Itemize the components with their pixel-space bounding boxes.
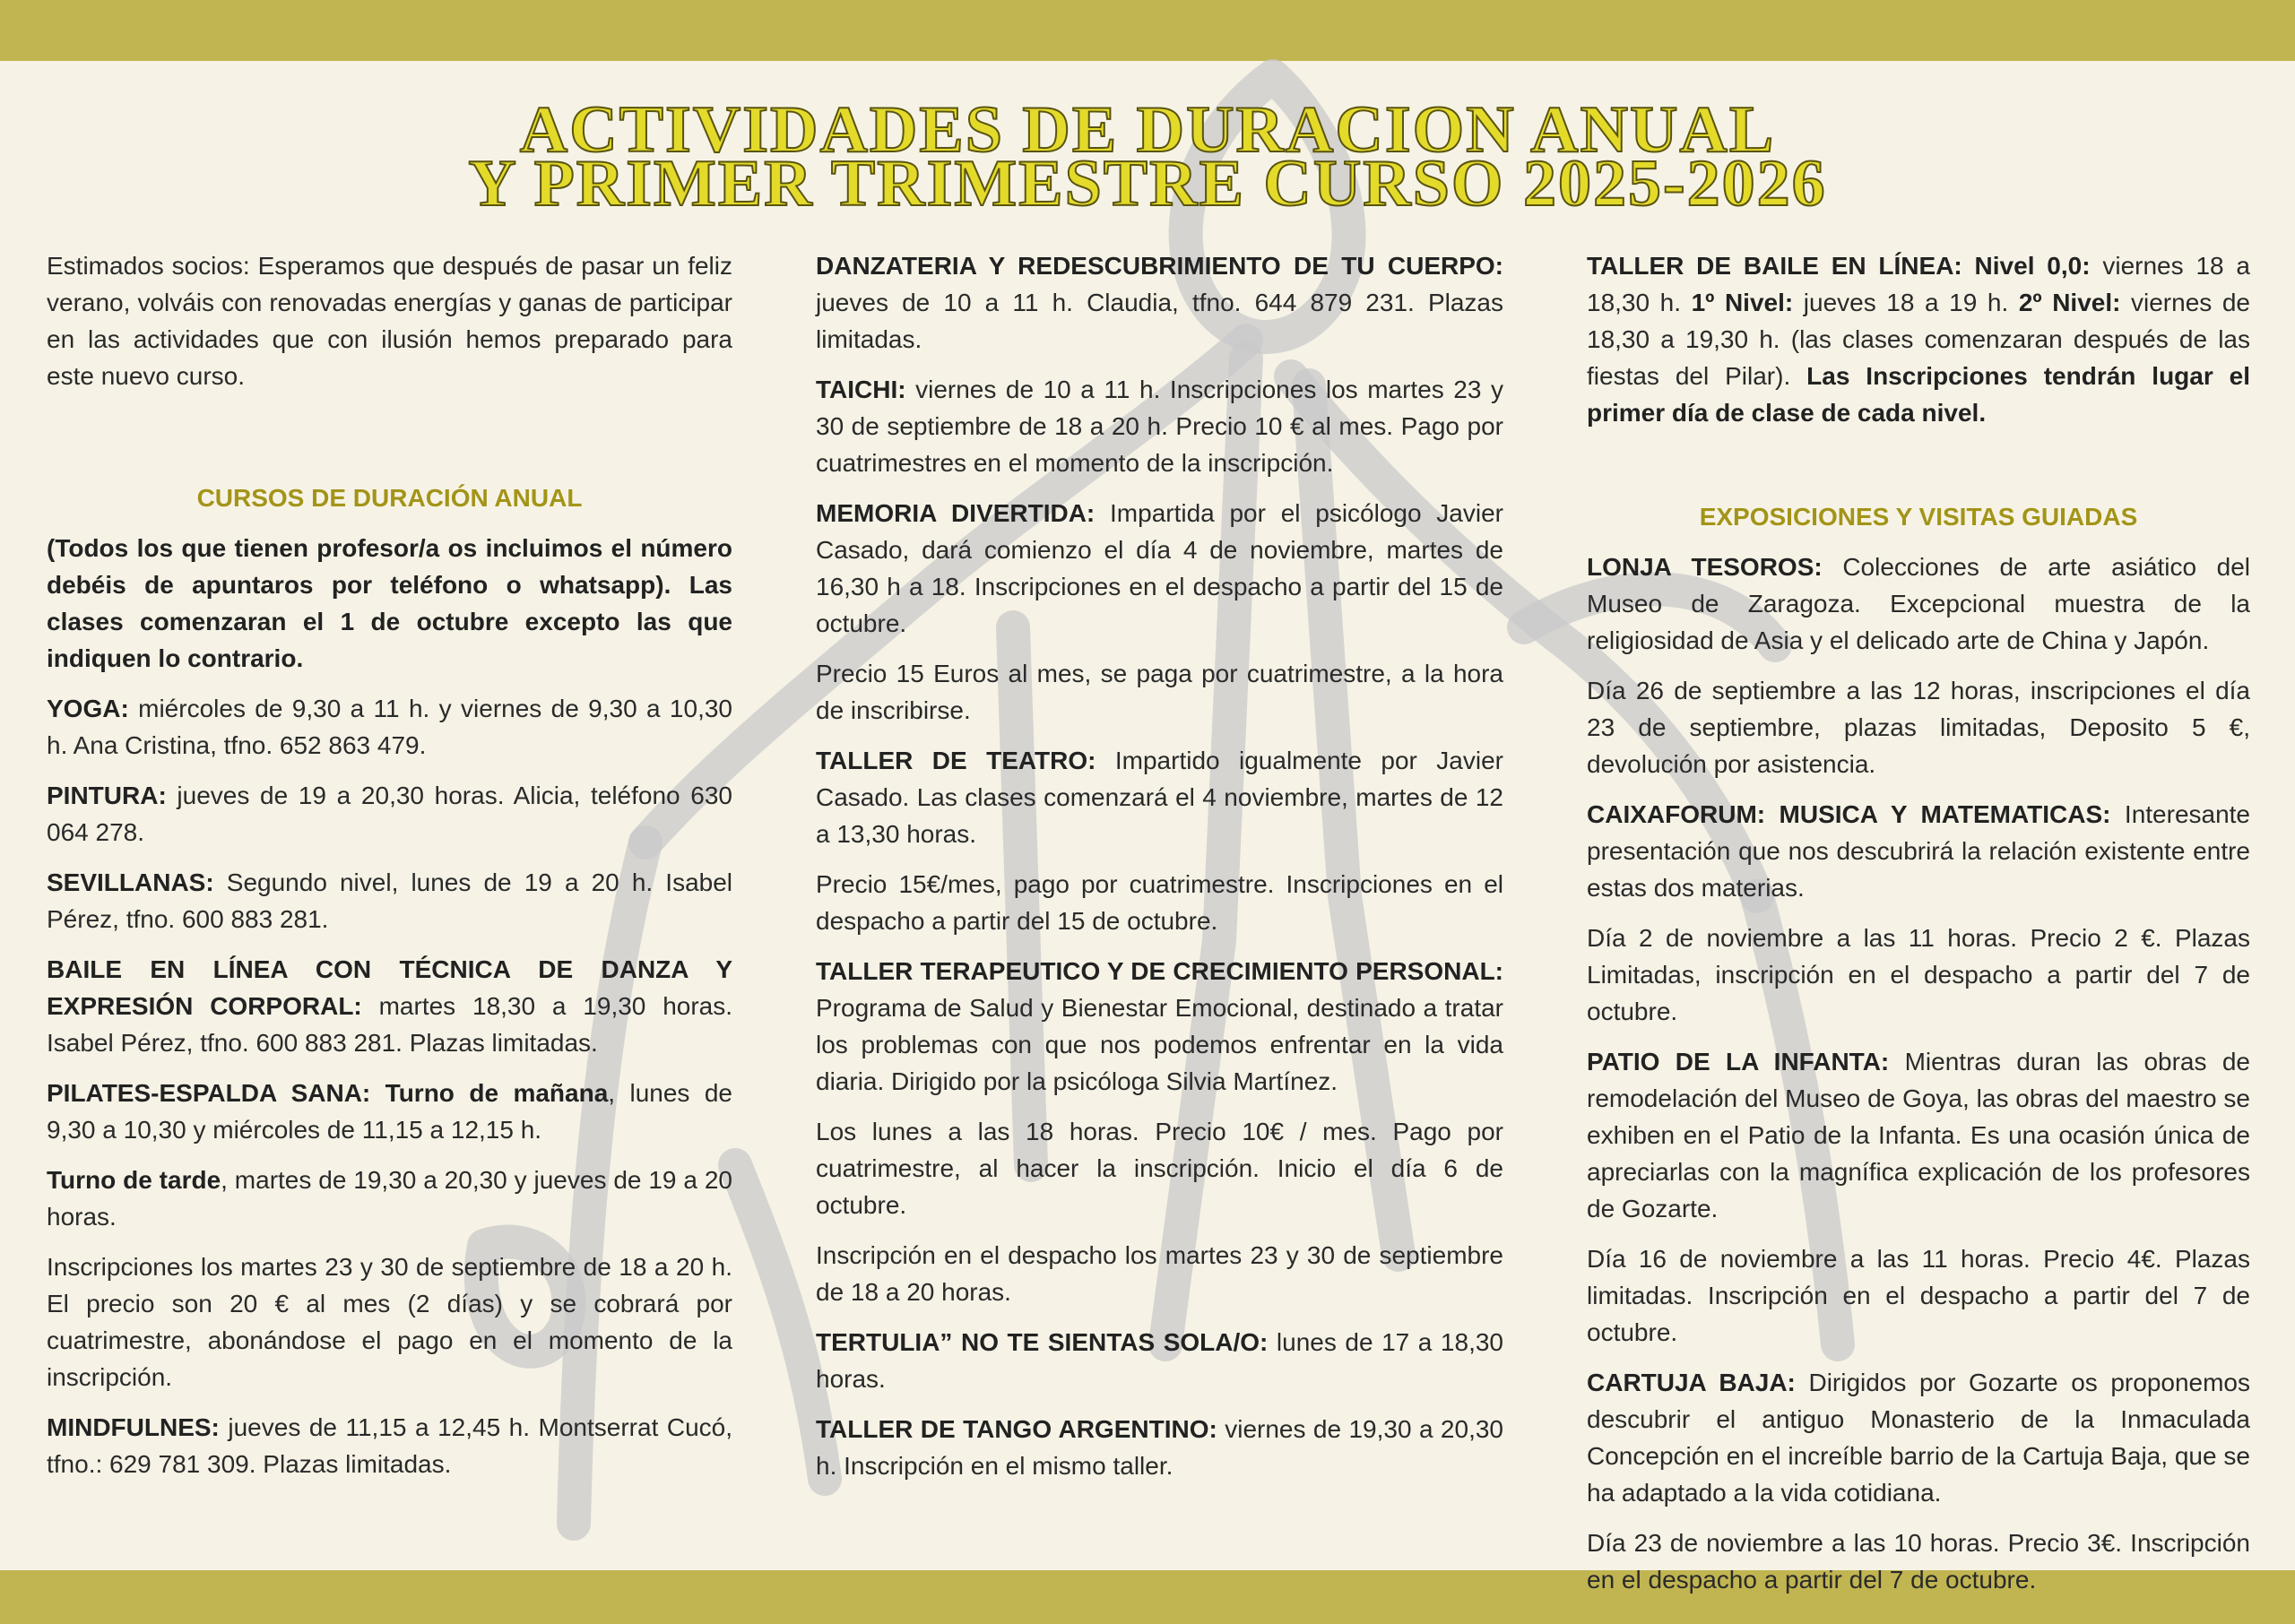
- body-text: Interesante presentación que nos descubrirá la relación existente entre estas dos materias.: [1587, 800, 2251, 902]
- paragraph: [1587, 549, 2250, 659]
- title-line-1: ACTIVIDADES DE DURACION ANUAL: [519, 93, 1776, 167]
- bold-text: TERTULIA” NO TE SIENTAS SOLA/O:: [816, 1328, 1269, 1356]
- spacer: [1587, 445, 2250, 498]
- bold-text: PILATES-ESPALDA SANA: Turno de mañana: [47, 1079, 609, 1107]
- body-text: martes 18,30 a 19,30 horas. Isabel Pérez, tfno. 600 883 281. Plazas limitadas.: [47, 992, 733, 1057]
- spacer: [47, 408, 732, 479]
- bold-text: DANZATERIA Y REDESCUBRIMIENTO DE TU CUERPO:: [816, 252, 1503, 280]
- paragraph: [47, 690, 732, 764]
- column-1: [47, 247, 732, 1496]
- body-text: Día 23 de noviembre a las 10 horas. Precio 3€. Inscripción en el despacho a partir del 7 de octubre.: [1587, 1529, 2250, 1594]
- body-text: Estimados socios: Esperamos que después de pasar un feliz verano, volváis con renovadas energías y ganas de participar en las actividades que con ilusión hemos preparado para este nuevo curso.: [47, 252, 732, 390]
- bold-text: YOGA:: [47, 695, 129, 722]
- bold-text: TALLER DE TANGO ARGENTINO:: [816, 1415, 1217, 1443]
- body-text: Impartido igualmente por Javier Casado. Las clases comenzará el 4 noviembre, martes de 12 a 13,30 horas.: [816, 747, 1503, 848]
- bold-text: TALLER DE BAILE EN LÍNEA: Nivel 0,0:: [1587, 252, 2091, 280]
- body-text: jueves de 10 a 11 h. Claudia, tfno. 644 879 231. Plazas limitadas.: [816, 289, 1503, 353]
- body-text: Los lunes a las 18 horas. Precio 10€ / mes. Pago por cuatrimestre, al hacer la inscripción. Inicio el día 6 de octubre.: [816, 1118, 1503, 1219]
- title-line-2: Y PRIMER TRIMESTRE CURSO 2025-2026: [468, 147, 1827, 220]
- paragraph: [816, 655, 1503, 729]
- bold-text: Las Inscripciones tendrán lugar el primer día de clase de cada nivel.: [1587, 362, 2251, 427]
- body-text: lunes de 17 a 18,30 horas.: [816, 1328, 1503, 1393]
- body-text: Segundo nivel, lunes de 19 a 20 h. Isabel Pérez, tfno. 600 883 281.: [47, 868, 732, 933]
- body-text: Colecciones de arte asiático del Museo de Zaragoza. Excepcional muestra de la religiosidad de Asia y el delicado arte de China y Japón.: [1587, 553, 2251, 654]
- paragraph: [816, 247, 1503, 358]
- paragraph: [47, 1409, 732, 1482]
- bold-text: TAICHI:: [816, 376, 906, 403]
- bold-text: (Todos los que tienen profesor/a os incluimos el número debéis de apuntaros por teléfono o whatsapp). Las clases comenzaran el 1 de octubre excepto las que indiquen lo contrario.: [47, 534, 732, 672]
- bold-text: MEMORIA DIVERTIDA:: [816, 499, 1096, 527]
- body-text: jueves de 19 a 20,30 horas. Alicia, teléfono 630 064 278.: [47, 782, 732, 846]
- paragraph: [816, 495, 1503, 642]
- body-text: Día 16 de noviembre a las 11 horas. Precio 4€. Plazas limitadas. Inscripción en el despacho a partir del 7 de octubre.: [1587, 1245, 2250, 1346]
- body-text: Día 26 de septiembre a las 12 horas, inscripciones el día 23 de septiembre, plazas limitadas, Deposito 5 €, devolución por asistencia.: [1587, 677, 2250, 778]
- section-heading: EXPOSICIONES Y VISITAS GUIADAS: [1699, 503, 2138, 531]
- bold-text: MINDFULNES:: [47, 1413, 220, 1441]
- bold-text: SEVILLANAS:: [47, 868, 214, 896]
- body-text: viernes de 19,30 a 20,30 h. Inscripción en el mismo taller.: [816, 1415, 1503, 1480]
- paragraph: [47, 951, 732, 1061]
- bold-text: LONJA TESOROS:: [1587, 553, 1823, 581]
- bold-text: TALLER TERAPEUTICO Y DE CRECIMIENTO PERSONAL:: [816, 957, 1503, 985]
- paragraph: [816, 1237, 1503, 1310]
- paragraph: [816, 1113, 1503, 1223]
- paragraph: [1587, 672, 2250, 782]
- bold-text: PINTURA:: [47, 782, 167, 809]
- paragraph: [47, 864, 732, 937]
- paragraph: [1587, 247, 2250, 431]
- paragraph: [816, 371, 1503, 481]
- body-text: , lunes de 9,30 a 10,30 y miércoles de 11,15 a 12,15 h.: [47, 1079, 733, 1144]
- column-3: [1587, 247, 2250, 1611]
- body-text: Mientras duran las obras de remodelación del Museo de Goya, las obras del maestro se exhiben en el Patio de la Infanta. Es una ocasión única de apreciarlas con la magnífica explicación de los profesores de Gozarte.: [1587, 1048, 2250, 1222]
- body-text: Inscripción en el despacho los martes 23 y 30 de septiembre de 18 a 20 horas.: [816, 1241, 1503, 1306]
- bold-text: BAILE EN LÍNEA CON TÉCNICA DE DANZA Y EXPRESIÓN CORPORAL:: [47, 955, 732, 1020]
- bold-text: 1º Nivel:: [1691, 289, 1794, 316]
- paragraph: [1587, 1525, 2250, 1598]
- bold-text: CARTUJA BAJA:: [1587, 1369, 1796, 1396]
- body-text: Inscripciones los martes 23 y 30 de septiembre de 18 a 20 h. El precio son 20 € al mes (2 días) y se cobrará por cuatrimestre, abonándose el pago en el momento de la inscripción.: [47, 1253, 732, 1391]
- paragraph: [1587, 1240, 2250, 1351]
- body-text: Dirigidos por Gozarte os proponemos descubrir el antiguo Monasterio de la Inmaculada Concepción en el increíble barrio de la Cartuja Baja, que se ha adaptado a la vida cotidiana.: [1587, 1369, 2251, 1507]
- paragraph: [47, 530, 732, 677]
- paragraph: [816, 953, 1503, 1100]
- bold-text: TALLER DE TEATRO:: [816, 747, 1096, 774]
- body-text: Precio 15€/mes, pago por cuatrimestre. Inscripciones en el despacho a partir del 15 de octubre.: [816, 870, 1503, 935]
- body-text: viernes de 10 a 11 h. Inscripciones los martes 23 y 30 de septiembre de 18 a 20 h. Precio 10 € al mes. Pago por cuatrimestres en el momento de la inscripción.: [816, 376, 1503, 477]
- bold-text: Turno de tarde: [47, 1166, 221, 1194]
- paragraph: [1587, 1043, 2250, 1227]
- body-text: Precio 15 Euros al mes, se paga por cuatrimestre, a la hora de inscribirse.: [816, 660, 1503, 724]
- body-text: , martes de 19,30 a 20,30 y jueves de 19 a 20 horas.: [47, 1166, 732, 1231]
- paragraph: [47, 1075, 732, 1148]
- body-text: Programa de Salud y Bienestar Emocional, destinado a tratar los problemas con que nos podemos enfrentar en la vida diaria. Dirigido por la psicóloga Silvia Martínez.: [816, 994, 1503, 1095]
- paragraph: [1587, 796, 2250, 906]
- body-text: miércoles de 9,30 a 11 h. y viernes de 9,30 a 10,30 h. Ana Cristina, tfno. 652 863 479.: [47, 695, 732, 759]
- paragraph: [816, 742, 1503, 852]
- section-heading: CURSOS DE DURACIÓN ANUAL: [196, 484, 583, 512]
- body-text: jueves 18 a 19 h.: [1793, 289, 2019, 316]
- paragraph: [47, 777, 732, 851]
- paragraph: [1587, 1364, 2250, 1511]
- paragraph: [1587, 920, 2250, 1030]
- paragraph: [816, 866, 1503, 939]
- bold-text: CAIXAFORUM: MUSICA Y MATEMATICAS:: [1587, 800, 2111, 828]
- paragraph: [47, 1162, 732, 1235]
- bold-text: PATIO DE LA INFANTA:: [1587, 1048, 1890, 1075]
- body-text: Impartida por el psicólogo Javier Casado, dará comienzo el día 4 de noviembre, martes de 16,30 h a 18. Inscripciones en el despacho a partir del 15 de octubre.: [816, 499, 1503, 637]
- body-text: Día 2 de noviembre a las 11 horas. Precio 2 €. Plazas Limitadas, inscripción en el despacho a partir del 7 de octubre.: [1587, 924, 2250, 1025]
- column-2: [816, 247, 1503, 1498]
- paragraph: [47, 1248, 732, 1395]
- paragraph: [816, 1324, 1503, 1397]
- body-text: jueves de 11,15 a 12,45 h. Montserrat Cucó, tfno.: 629 781 309. Plazas limitadas.: [47, 1413, 732, 1478]
- paragraph: [816, 1411, 1503, 1484]
- body-text: viernes 18 a 18,30 h.: [1587, 252, 2250, 316]
- bold-text: 2º Nivel:: [2018, 289, 2121, 316]
- body-text: viernes de 18,30 a 19,30 h. (las clases comenzaran después de las fiestas del Pilar).: [1587, 289, 2250, 390]
- paragraph: [47, 247, 732, 394]
